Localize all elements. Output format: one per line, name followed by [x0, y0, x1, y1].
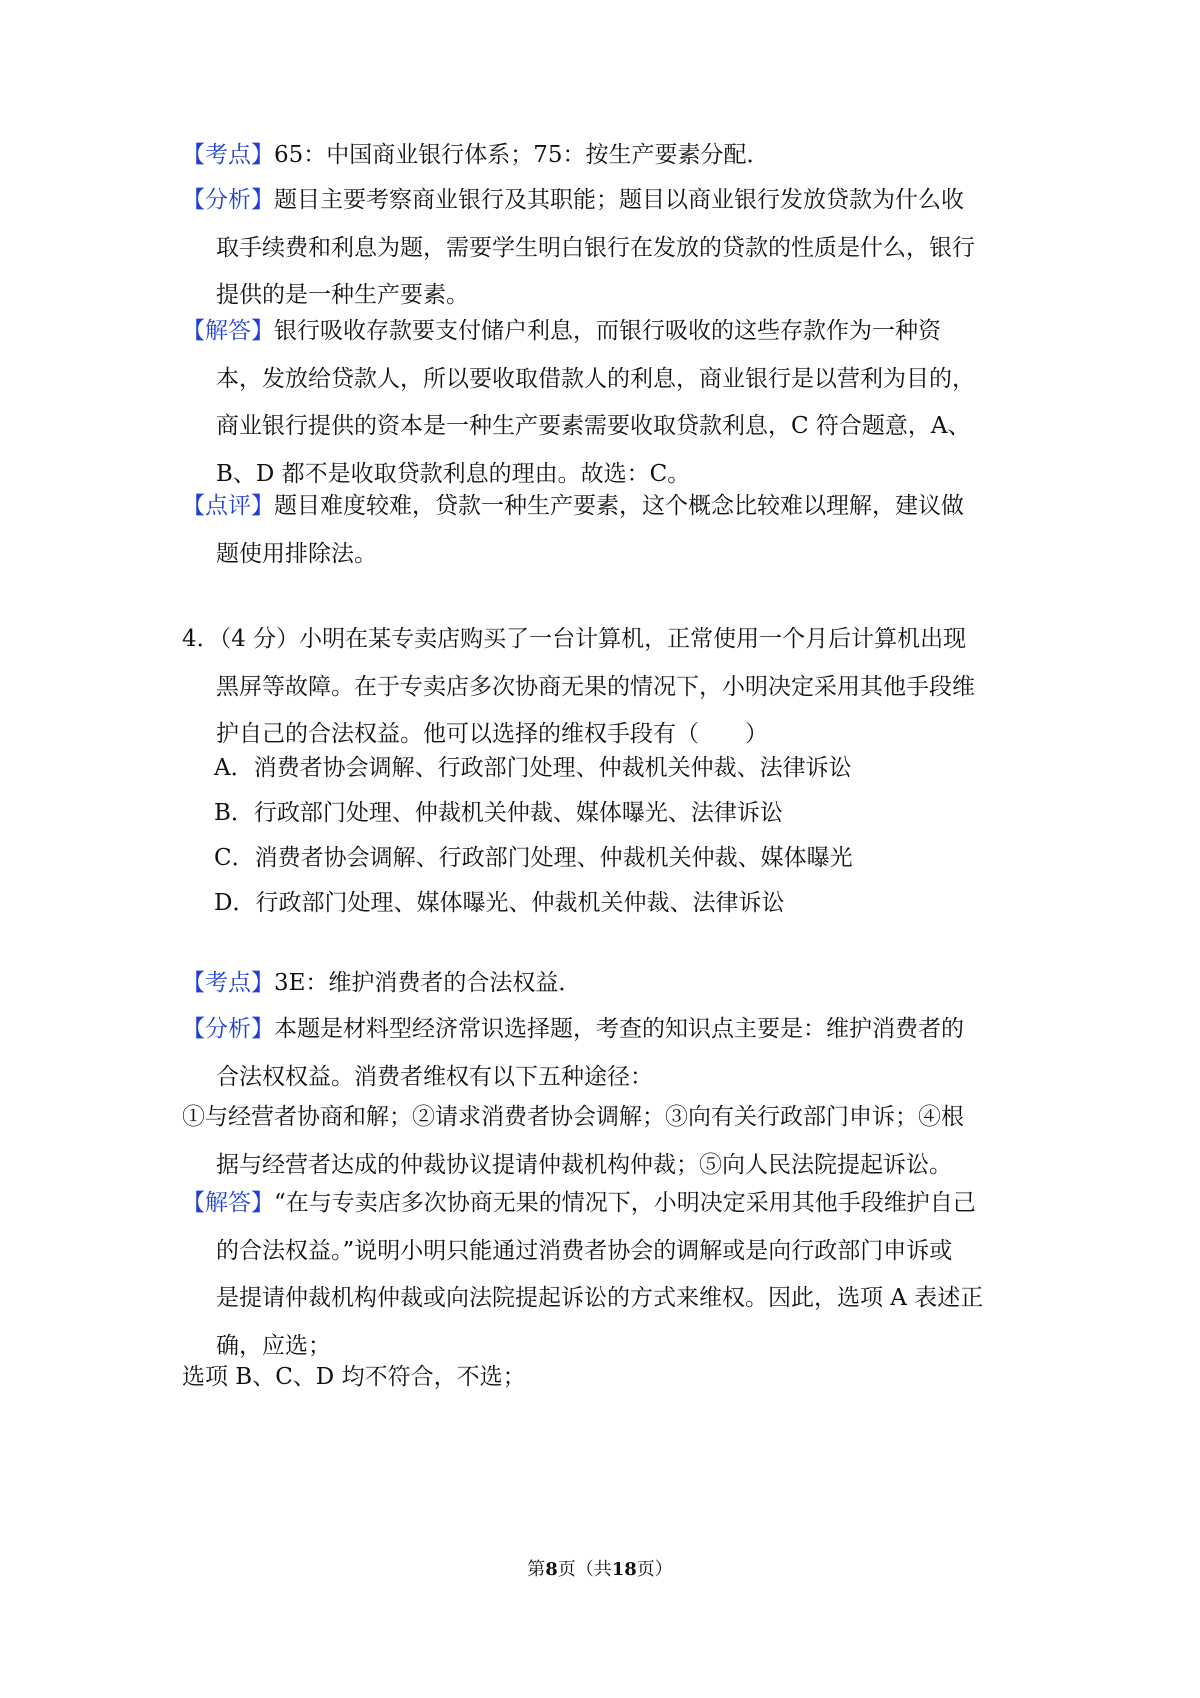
dianping-tag: 【点评】	[182, 493, 274, 519]
page-number: 8	[545, 1559, 558, 1580]
kaodian-2: 【考点】3E：维护消费者的合法权益．	[182, 970, 582, 996]
fenxi-2: 【分析】本题是材料型经济常识选择题，考查的知识点主要是：维护消费者的 合法权权益。消费者维权有以下五种途径：	[182, 1016, 964, 1090]
page-footer: 第8页（共18页）	[527, 1559, 673, 1580]
ways-list: ①与经营者协商和解；②请求消费者协会调解；③向有关行政部门申诉；④根 据与经营者达成的仲裁协议提请仲裁机构仲裁；⑤向人民法院提起诉讼。	[182, 1104, 964, 1178]
fenxi-1: 【分析】题目主要考察商业银行及其职能；题目以商业银行发放贷款为什么收 取手续费和利息为题，需要学生明白银行在发放的贷款的性质是什么，银行 提供的是一种生产要素。	[182, 187, 975, 308]
kaodian-1: 【考点】65：中国商业银行体系；75：按生产要素分配．	[182, 142, 770, 168]
option-a: A．消费者协会调解、行政部门处理、仲裁机关仲裁、法律诉讼	[214, 755, 852, 781]
page-total: 18	[611, 1559, 637, 1580]
jieda-1: 【解答】银行吸收存款要支付储户利息，而银行吸收的这些存款作为一种资 本，发放给贷款人，所以要收取借款人的利息，商业银行是以营利为目的， 商业银行提供的资本是一种生产要素需要收取贷款利息，C 符合题意，A、 B、D 都不是收取贷款利息的理由。故选：C。	[182, 318, 975, 487]
jieda-tag: 【解答】	[182, 318, 274, 344]
kaodian-tag: 【考点】	[182, 142, 274, 168]
jieda-tag: 【解答】	[182, 1190, 274, 1216]
question-4: 4．（4 分）小明在某专卖店购买了一台计算机，正常使用一个月后计算机出现 黑屏等故障。在于专卖店多次协商无果的情况下，小明决定采用其他手段维 护自己的合法权益。他可以选择的维权手段有（ ）	[182, 626, 975, 747]
last-line: 选项 B、C、D 均不符合，不选；	[182, 1364, 526, 1390]
kaodian-tag: 【考点】	[182, 970, 274, 996]
jieda-2: 【解答】“在与专卖店多次协商无果的情况下，小明决定采用其他手段维护自己 的合法权益。”说明小明只能通过消费者协会的调解或是向行政部门申诉或 是提请仲裁机构仲裁或向法院提起诉讼的方式来维权。因此，选项 A 表述正 确，应选；	[182, 1190, 984, 1359]
dianping-1: 【点评】题目难度较难，贷款一种生产要素，这个概念比较难以理解，建议做 题使用排除法。	[182, 493, 964, 567]
fenxi-tag: 【分析】	[182, 1016, 274, 1042]
option-c: C．消费者协会调解、行政部门处理、仲裁机关仲裁、媒体曝光	[214, 845, 853, 871]
option-d: D．行政部门处理、媒体曝光、仲裁机关仲裁、法律诉讼	[214, 890, 785, 916]
option-b: B．行政部门处理、仲裁机关仲裁、媒体曝光、法律诉讼	[214, 800, 783, 826]
fenxi-tag: 【分析】	[182, 187, 274, 213]
